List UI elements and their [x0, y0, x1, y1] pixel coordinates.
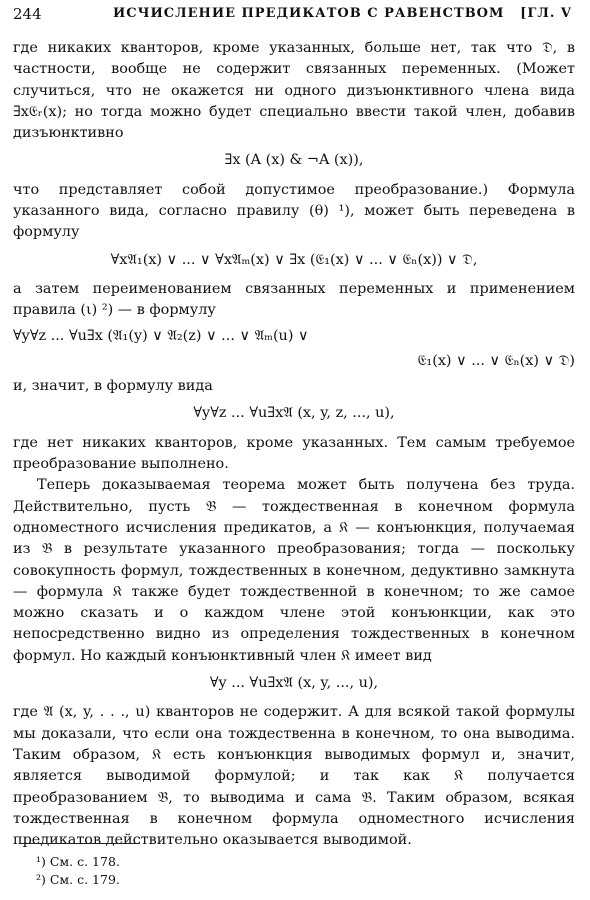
running-header: [13, 5, 575, 25]
formula-3-line-1: ∀y∀z ... ∀u∃x (𝔄₁(y) ∨ 𝔄₂(z) ∨ ... ∨ 𝔄ₘ(u) ∨: [13, 327, 309, 344]
paragraph-5: где нет никаких кванторов, кроме указанных. Тем самым требуемое преобразование выполнено.: [13, 434, 575, 473]
paragraph-3: а затем переименованием связанных переменных и применением правила (ι) ²) — в формулу: [13, 280, 575, 319]
formula-3-line-2: 𝔈₁(x) ∨ ... ∨ 𝔈ₙ(x) ∨ 𝔇): [417, 352, 575, 369]
formula-5: ∀y ... ∀u∃x𝔄 (x, y, ..., u),: [209, 675, 379, 692]
formula-2: ∀x𝔄₁(x) ∨ ... ∨ ∀x𝔄ₘ(x) ∨ ∃x (𝔈₁(x) ∨ ... ∨ 𝔈ₙ(x)) ∨ 𝔇,: [110, 251, 478, 268]
page-body: [13, 38, 575, 851]
footnote-1: ¹) См. с. 178.: [36, 854, 120, 869]
footnote-rule: [20, 843, 140, 844]
page-number: 244: [13, 5, 42, 23]
paragraph-1: где никаких кванторов, кроме указанных, больше нет, так что 𝔇, в частности, вообще не содержит связанных переменных. (Может случиться, что не окажется ни одного дизъюнктивного члена вида ∃x𝔈ᵣ(x); но тогда можно будет специально ввести такой член, добавив дизъюнктивно: [13, 40, 575, 142]
paragraph-7: где 𝔄 (x, y, . . ., u) кванторов не содержит. А для всякой такой формулы мы доказали, что если она тождественна в конечном, то она выводима. Таким образом, 𝔎 есть конъюнкция выводимых формул и, значит, является выводимой формулой; и так как 𝔎 получается преобразованием 𝔅, то выводима и сама 𝔅. Таким образом, всякая тождественная в конечном формула одноместного исчисления предикатов действительно оказывается выводимой.: [13, 704, 575, 849]
formula-4: ∀y∀z ... ∀u∃x𝔄 (x, y, z, ..., u),: [193, 405, 395, 422]
paragraph-2: что представляет собой допустимое преобразование.) Формула указанного вида, согласно правилу (θ) ¹), может быть переведена в формулу: [13, 181, 575, 241]
chapter-label: [ГЛ. V: [520, 6, 572, 21]
formula-1: ∃x (A (x) & ¬A (x)),: [224, 152, 364, 169]
footnotes: [36, 853, 120, 889]
footnote-2: ²) См. с. 179.: [36, 872, 120, 887]
running-title: ИСЧИСЛЕНИЕ ПРЕДИКАТОВ С РАВЕНСТВОМ: [113, 6, 505, 21]
paragraph-6: Теперь доказываемая теорема может быть получена без труда. Действительно, пусть 𝔅 — тождественная в конечном формула одноместного исчисления предикатов, а 𝔎 — конъюнкция, получаемая из 𝔅 в результате указанного преобразования; тогда — поскольку совокупность формул, тождественных в конечном, дедуктивно замкнута — формула 𝔎 также будет тождественной в конечном; то же самое можно сказать и о каждом члене этой конъюнкции, как это непосредственно видно из определения тождественных в конечном формул. Но каждый конъюнктивный член 𝔎 имеет вид: [13, 477, 575, 664]
paragraph-4: и, значит, в формулу вида: [13, 378, 213, 395]
